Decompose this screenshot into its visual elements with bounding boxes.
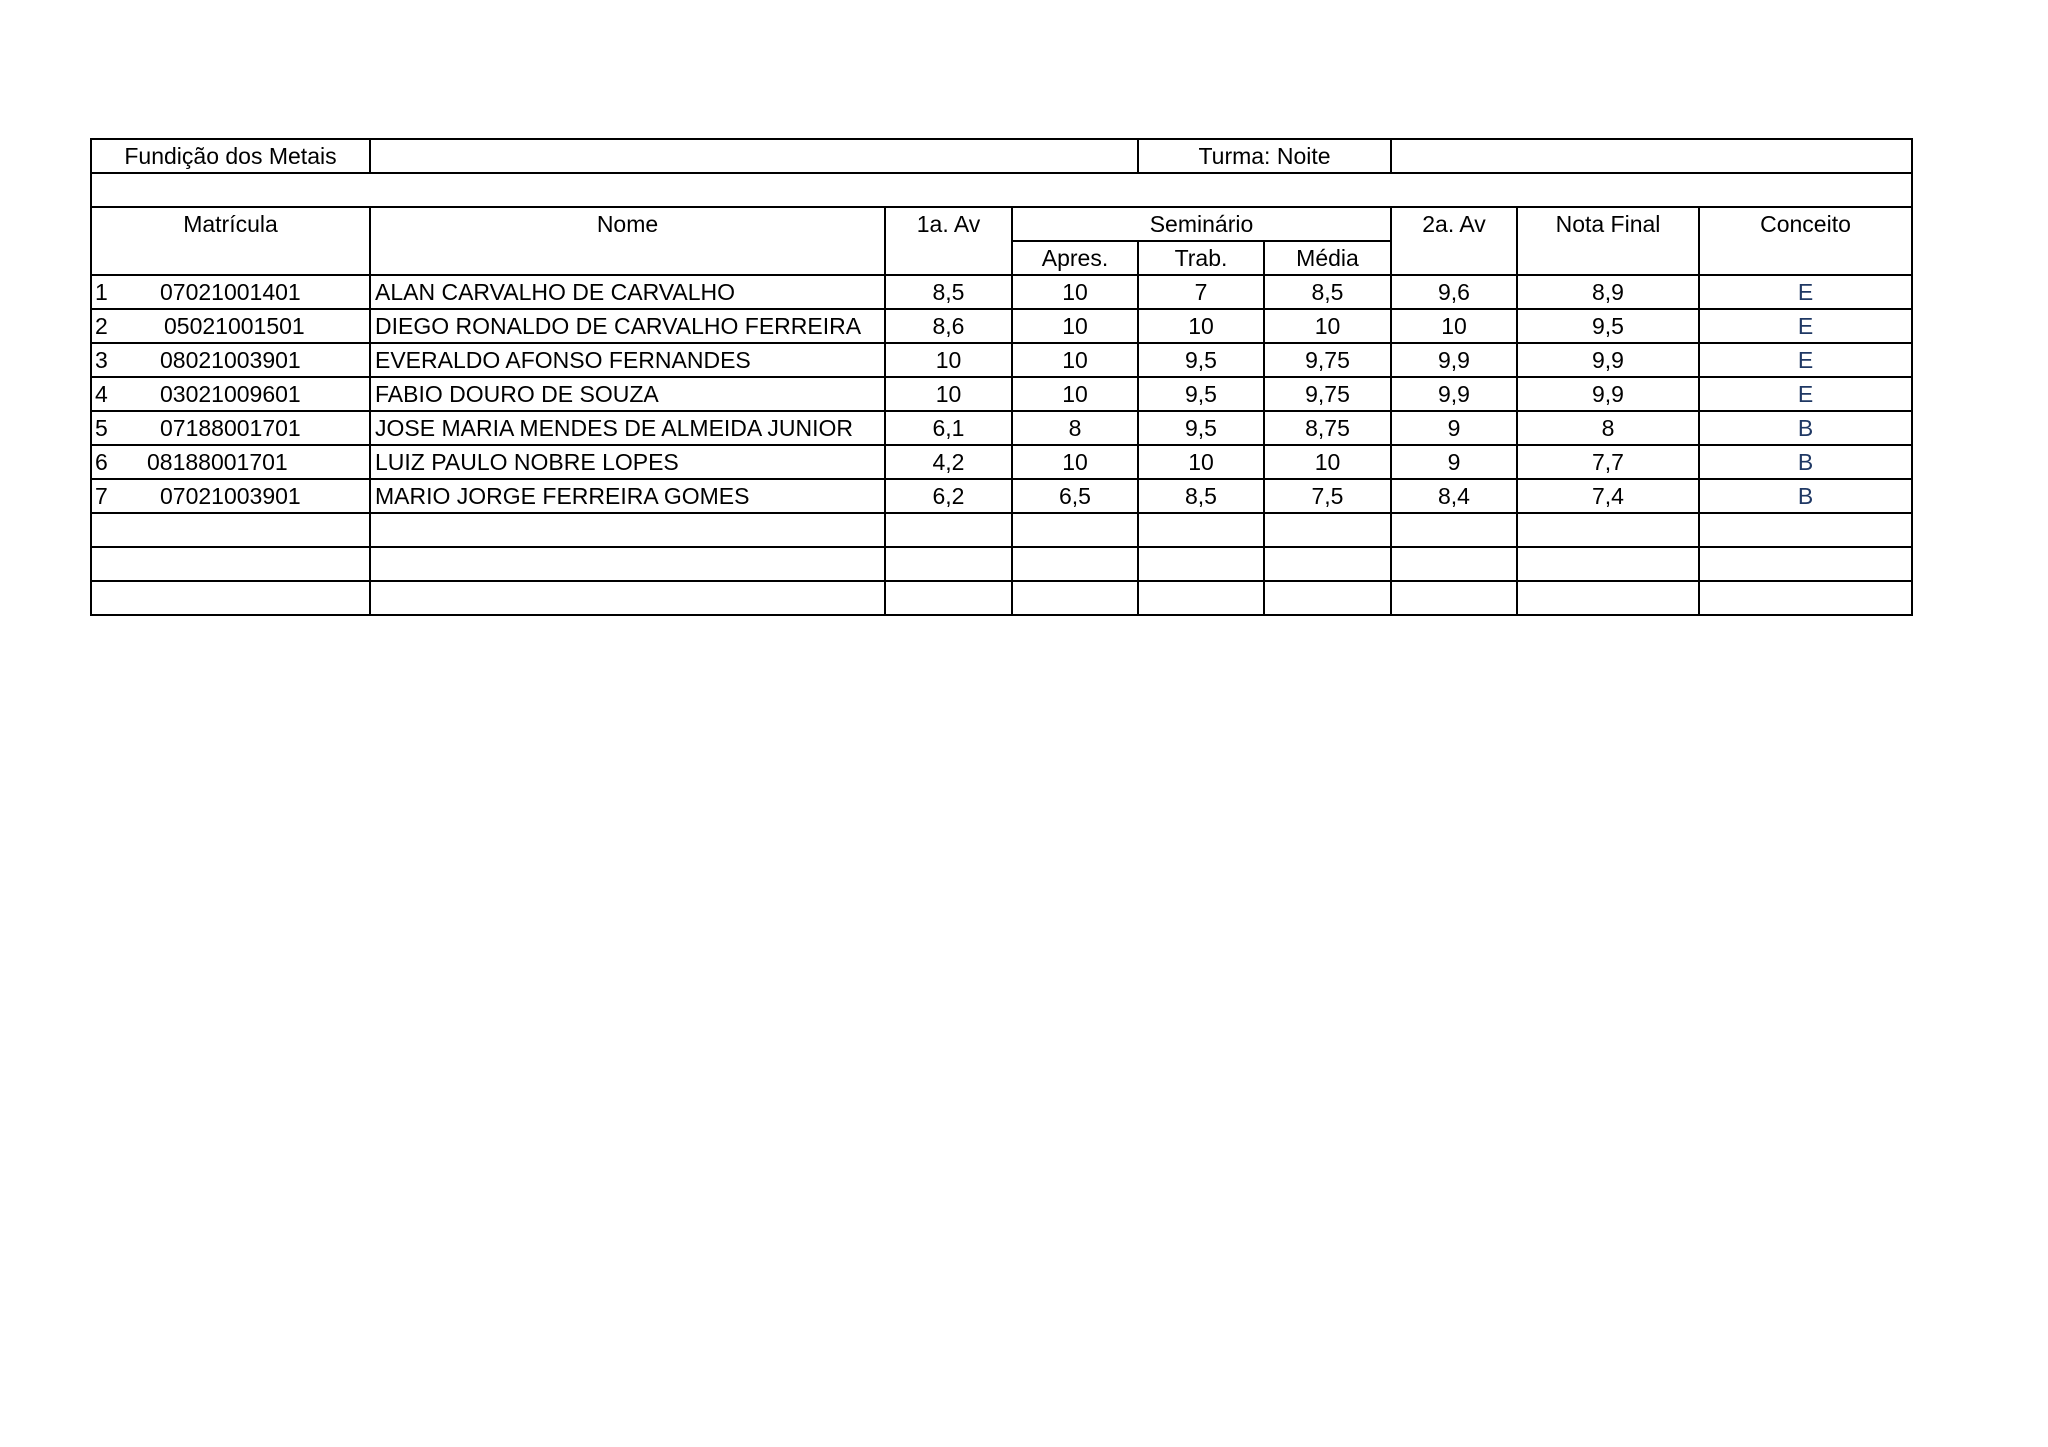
student-name: EVERALDO AFONSO FERNANDES <box>370 343 885 377</box>
blank-band-row <box>91 173 1912 207</box>
empty-cell <box>1517 581 1699 615</box>
empty-cell <box>91 547 370 581</box>
table-row <box>91 479 1912 513</box>
row-number: 3 <box>95 347 108 373</box>
empty-cell <box>370 513 885 547</box>
conceito-value: E <box>1699 309 1912 343</box>
empty-cell <box>370 547 885 581</box>
table-row <box>91 445 1912 479</box>
row-number: 7 <box>95 483 108 509</box>
student-name: LUIZ PAULO NOBRE LOPES <box>370 445 885 479</box>
empty-cell <box>1138 581 1264 615</box>
empty-cell <box>1699 513 1912 547</box>
matricula-cell <box>91 343 370 377</box>
trab-value: 9,5 <box>1138 343 1264 377</box>
empty-cell <box>1699 547 1912 581</box>
col-nota-final: Nota Final <box>1517 207 1699 275</box>
col-seminario: Seminário <box>1012 207 1391 241</box>
av2-value: 8,4 <box>1391 479 1517 513</box>
empty-cell <box>885 513 1012 547</box>
av1-value: 10 <box>885 343 1012 377</box>
empty-cell <box>1264 547 1391 581</box>
empty-cell <box>1517 513 1699 547</box>
matricula-code: 07021003901 <box>160 483 301 509</box>
table-row <box>91 275 1912 309</box>
av2-value: 9,9 <box>1391 377 1517 411</box>
table-row <box>91 377 1912 411</box>
col-av1: 1a. Av <box>885 207 1012 275</box>
apres-value: 10 <box>1012 377 1138 411</box>
empty-cell <box>91 513 370 547</box>
conceito-value: E <box>1699 377 1912 411</box>
nota-final-value: 7,7 <box>1517 445 1699 479</box>
row-number: 5 <box>95 415 108 441</box>
col-media: Média <box>1264 241 1391 275</box>
apres-value: 8 <box>1012 411 1138 445</box>
media-value: 9,75 <box>1264 377 1391 411</box>
empty-cell <box>1517 547 1699 581</box>
apres-value: 10 <box>1012 275 1138 309</box>
matricula-cell <box>91 309 370 343</box>
table-row <box>91 411 1912 445</box>
empty-cell <box>1391 581 1517 615</box>
col-matricula: Matrícula <box>91 207 370 275</box>
matricula-cell <box>91 411 370 445</box>
media-value: 10 <box>1264 309 1391 343</box>
blank-band <box>91 173 1912 207</box>
row-number: 2 <box>95 313 108 339</box>
col-apres: Apres. <box>1012 241 1138 275</box>
matricula-cell <box>91 479 370 513</box>
title-right-spacer <box>1391 139 1912 173</box>
media-value: 10 <box>1264 445 1391 479</box>
empty-cell <box>370 581 885 615</box>
empty-row <box>91 581 1912 615</box>
av2-value: 10 <box>1391 309 1517 343</box>
table-row <box>91 343 1912 377</box>
conceito-value: B <box>1699 479 1912 513</box>
col-conceito: Conceito <box>1699 207 1912 275</box>
av1-value: 6,2 <box>885 479 1012 513</box>
student-name: JOSE MARIA MENDES DE ALMEIDA JUNIOR <box>370 411 885 445</box>
col-trab: Trab. <box>1138 241 1264 275</box>
empty-cell <box>1391 547 1517 581</box>
title-spacer <box>370 139 1138 173</box>
apres-value: 10 <box>1012 309 1138 343</box>
empty-cell <box>1264 513 1391 547</box>
nota-final-value: 7,4 <box>1517 479 1699 513</box>
empty-cell <box>1012 581 1138 615</box>
matricula-code: 08188001701 <box>147 449 288 475</box>
title-row <box>91 139 1912 173</box>
empty-row <box>91 513 1912 547</box>
trab-value: 9,5 <box>1138 411 1264 445</box>
matricula-cell <box>91 377 370 411</box>
apres-value: 6,5 <box>1012 479 1138 513</box>
col-av2: 2a. Av <box>1391 207 1517 275</box>
conceito-value: E <box>1699 275 1912 309</box>
av1-value: 8,6 <box>885 309 1012 343</box>
nota-final-value: 8,9 <box>1517 275 1699 309</box>
av1-value: 10 <box>885 377 1012 411</box>
av2-value: 9 <box>1391 411 1517 445</box>
empty-cell <box>1012 513 1138 547</box>
apres-value: 10 <box>1012 445 1138 479</box>
empty-row <box>91 547 1912 581</box>
nota-final-value: 8 <box>1517 411 1699 445</box>
nota-final-value: 9,9 <box>1517 343 1699 377</box>
empty-cell <box>91 581 370 615</box>
matricula-cell <box>91 275 370 309</box>
grades-table <box>90 138 1913 616</box>
matricula-code: 07188001701 <box>160 415 301 441</box>
student-name: ALAN CARVALHO DE CARVALHO <box>370 275 885 309</box>
empty-cell <box>885 547 1012 581</box>
col-nome: Nome <box>370 207 885 275</box>
av2-value: 9 <box>1391 445 1517 479</box>
empty-cell <box>1012 547 1138 581</box>
table-row <box>91 309 1912 343</box>
trab-value: 10 <box>1138 445 1264 479</box>
trab-value: 7 <box>1138 275 1264 309</box>
av1-value: 6,1 <box>885 411 1012 445</box>
row-number: 4 <box>95 381 108 407</box>
course-title: Fundição dos Metais <box>91 139 370 173</box>
media-value: 9,75 <box>1264 343 1391 377</box>
apres-value: 10 <box>1012 343 1138 377</box>
matricula-code: 05021001501 <box>164 313 305 339</box>
conceito-value: B <box>1699 411 1912 445</box>
conceito-value: E <box>1699 343 1912 377</box>
matricula-code: 03021009601 <box>160 381 301 407</box>
empty-cell <box>1264 581 1391 615</box>
empty-cell <box>1699 581 1912 615</box>
row-number: 1 <box>95 279 108 305</box>
empty-cell <box>1138 513 1264 547</box>
student-name: MARIO JORGE FERREIRA GOMES <box>370 479 885 513</box>
media-value: 8,75 <box>1264 411 1391 445</box>
class-label: Turma: Noite <box>1138 139 1391 173</box>
av2-value: 9,9 <box>1391 343 1517 377</box>
nota-final-value: 9,9 <box>1517 377 1699 411</box>
media-value: 7,5 <box>1264 479 1391 513</box>
av1-value: 4,2 <box>885 445 1012 479</box>
matricula-code: 07021001401 <box>160 279 301 305</box>
trab-value: 9,5 <box>1138 377 1264 411</box>
student-name: DIEGO RONALDO DE CARVALHO FERREIRA <box>370 309 885 343</box>
empty-cell <box>1138 547 1264 581</box>
matricula-code: 08021003901 <box>160 347 301 373</box>
empty-cell <box>885 581 1012 615</box>
nota-final-value: 9,5 <box>1517 309 1699 343</box>
trab-value: 10 <box>1138 309 1264 343</box>
matricula-cell <box>91 445 370 479</box>
row-number: 6 <box>95 449 108 475</box>
header-row-1 <box>91 207 1912 241</box>
empty-cell <box>1391 513 1517 547</box>
media-value: 8,5 <box>1264 275 1391 309</box>
av1-value: 8,5 <box>885 275 1012 309</box>
conceito-value: B <box>1699 445 1912 479</box>
trab-value: 8,5 <box>1138 479 1264 513</box>
student-name: FABIO DOURO DE SOUZA <box>370 377 885 411</box>
av2-value: 9,6 <box>1391 275 1517 309</box>
